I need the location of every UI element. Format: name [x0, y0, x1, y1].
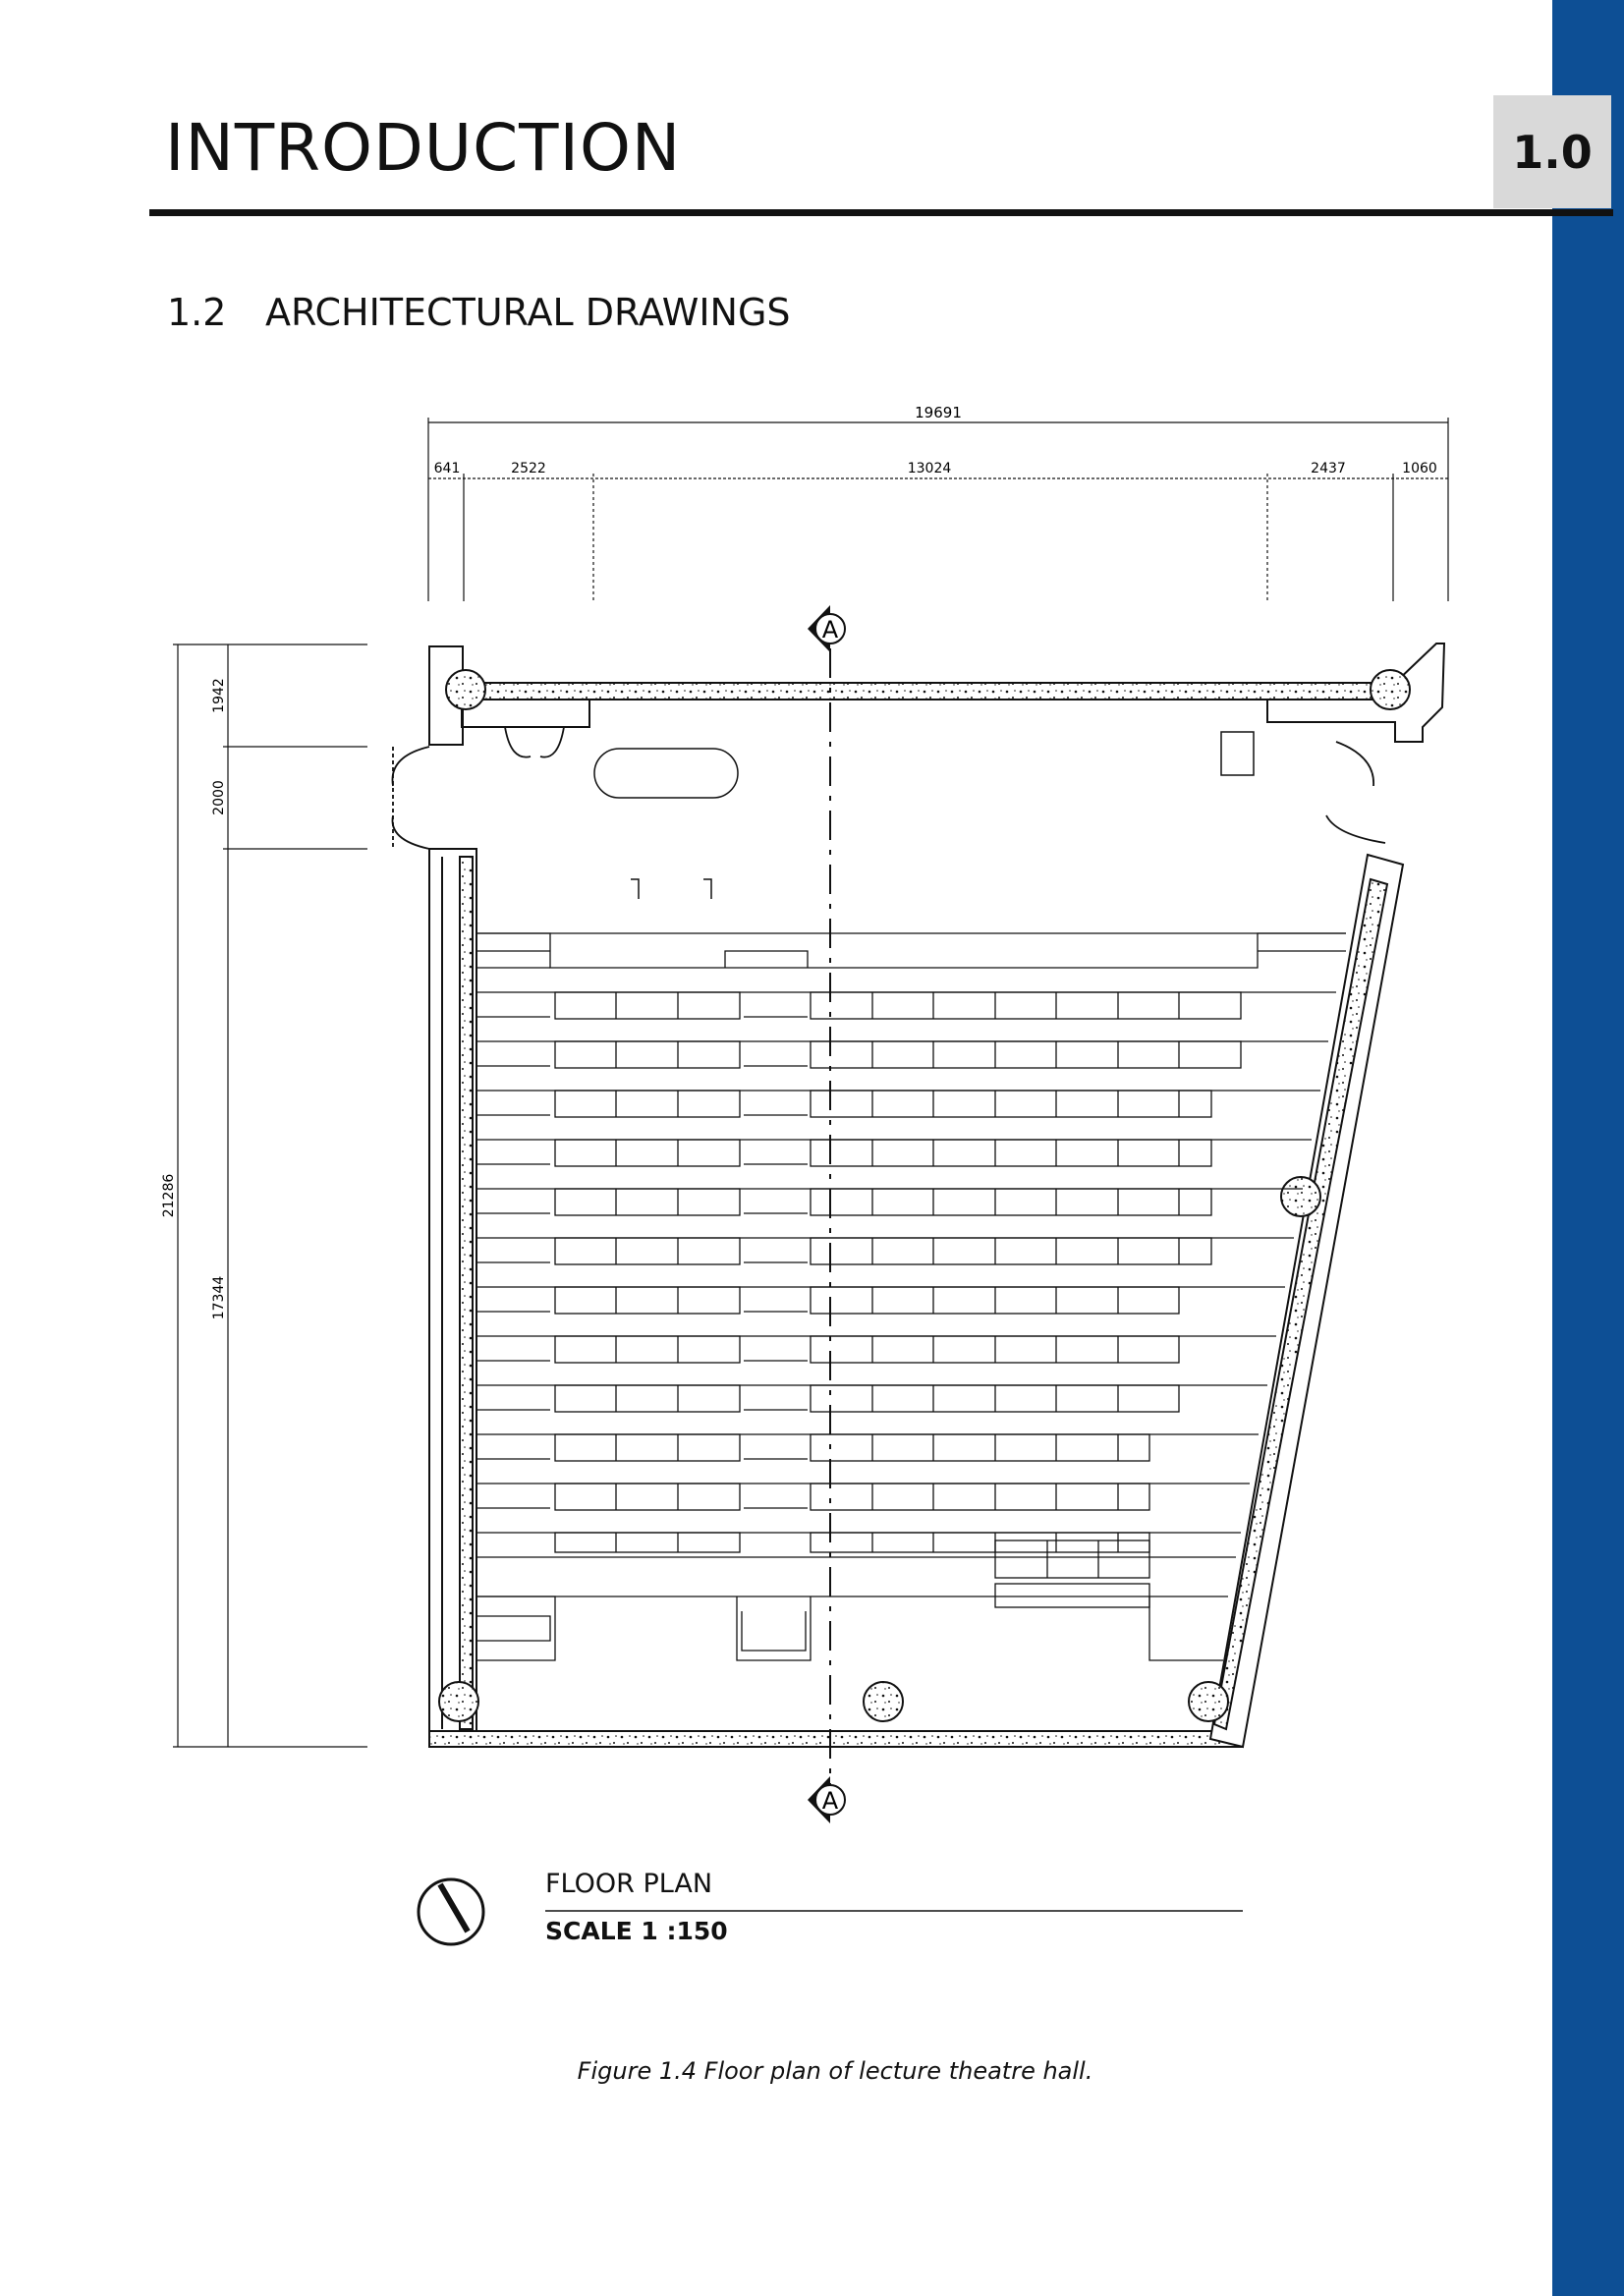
legend-scale: SCALE 1 :150 — [545, 1917, 728, 1945]
doors — [392, 727, 1385, 849]
dim-width-5: 1060 — [1402, 461, 1437, 476]
left-dimensions — [173, 644, 367, 1747]
seating-rows — [476, 933, 1346, 1660]
top-dimensions — [428, 418, 1448, 601]
chapter-number: 1.0 — [1512, 125, 1593, 179]
dim-overall-depth: 21286 — [161, 1173, 177, 1218]
dim-width-3: 13024 — [907, 461, 952, 476]
section-marker-bottom-label: A — [821, 1787, 839, 1815]
dim-width-4: 2437 — [1311, 461, 1346, 476]
section-marker-top-label: A — [821, 616, 839, 644]
section-number: 1.2 — [167, 291, 227, 334]
dim-width-1: 641 — [433, 461, 461, 476]
dim-overall-width: 19691 — [915, 404, 962, 421]
front-table — [594, 749, 738, 798]
legend-title: FLOOR PLAN — [545, 1869, 713, 1899]
section-title: ARCHITECTURAL DRAWINGS — [265, 291, 791, 334]
figure-caption: Figure 1.4 Floor plan of lecture theatre hall. — [577, 2057, 1093, 2085]
dim-depth-2: 2000 — [211, 780, 227, 815]
lectern — [1221, 732, 1254, 775]
dim-depth-3: 17344 — [211, 1275, 227, 1320]
north-arrow-icon — [419, 1879, 483, 1944]
chairs — [631, 879, 711, 899]
page-title: INTRODUCTION — [165, 110, 682, 186]
dim-depth-1: 1942 — [211, 678, 227, 713]
dim-width-2: 2522 — [511, 461, 546, 476]
